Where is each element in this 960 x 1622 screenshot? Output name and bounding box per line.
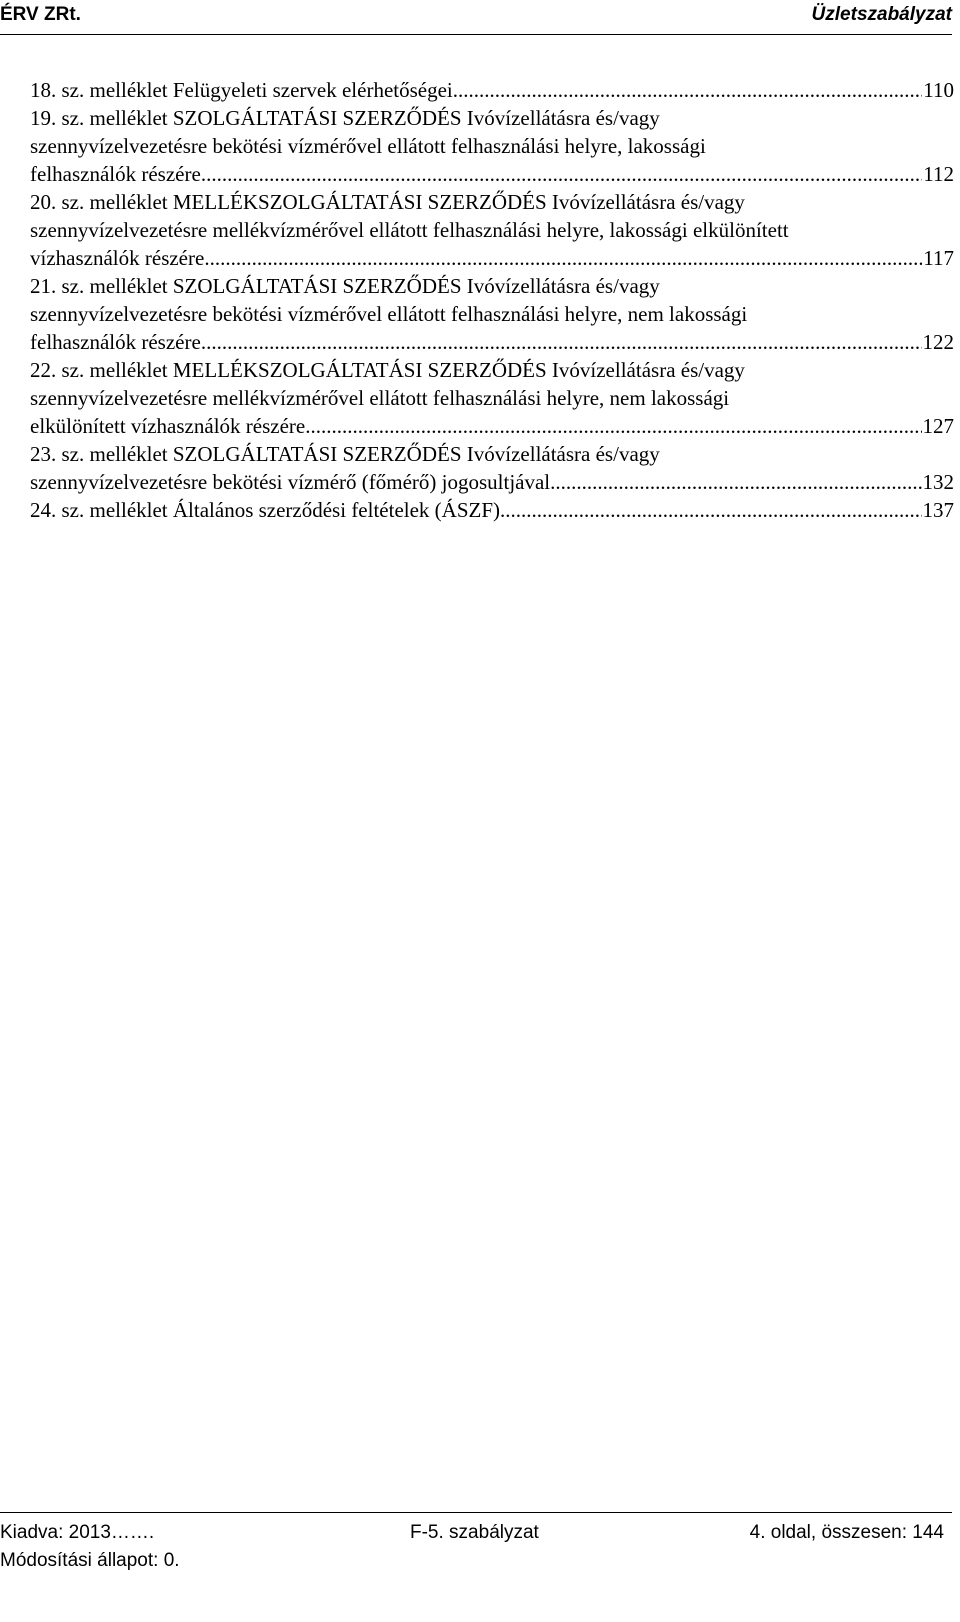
toc-entry-last-line bbox=[30, 328, 954, 356]
toc-dot-leader bbox=[201, 328, 922, 356]
toc-entry-last-line bbox=[30, 412, 954, 440]
page-header bbox=[0, 0, 952, 35]
toc-entry-line: 21. sz. melléklet SZOLGÁLTATÁSI SZERZŐDÉS Ivóvízellátásra és/vagy bbox=[30, 274, 660, 298]
toc-entry-title: felhasználók részére bbox=[30, 162, 201, 186]
toc-entry[interactable] bbox=[30, 188, 954, 272]
toc-dot-leader bbox=[204, 244, 922, 272]
regulation-id: F-5. szabályzat bbox=[410, 1522, 539, 1543]
page-footer bbox=[0, 1512, 952, 1622]
toc-entry-last-line bbox=[30, 76, 954, 104]
toc-page-number: 117 bbox=[923, 246, 954, 270]
toc-entry-title: vízhasználók részére bbox=[30, 246, 205, 270]
toc-entry-title: szennyvízelvezetésre bekötési vízmérő (főmérő) jogosultjával bbox=[30, 470, 551, 494]
issue-date: Kiadva: 2013……. bbox=[0, 1522, 155, 1543]
toc-entry-last-line bbox=[30, 244, 954, 272]
toc-page-number: 112 bbox=[923, 162, 954, 186]
toc-dot-leader bbox=[305, 412, 921, 440]
toc-entry-title: elkülönített vízhasználók részére bbox=[30, 414, 306, 438]
revision-state: Módosítási állapot: 0. bbox=[0, 1550, 180, 1571]
toc-dot-leader bbox=[201, 160, 922, 188]
toc-entry-line: 23. sz. melléklet SZOLGÁLTATÁSI SZERZŐDÉS Ivóvízellátásra és/vagy bbox=[30, 442, 660, 466]
toc-page-number: 110 bbox=[923, 78, 954, 102]
footer-rule bbox=[0, 1512, 952, 1513]
toc-entry-line: szennyvízelvezetésre mellékvízmérővel ellátott felhasználási helyre, lakossági elkülönített bbox=[30, 218, 789, 242]
toc-entry[interactable] bbox=[30, 76, 954, 104]
toc-entry[interactable] bbox=[30, 104, 954, 188]
toc-entry-line: 22. sz. melléklet MELLÉKSZOLGÁLTATÁSI SZERZŐDÉS Ivóvízellátásra és/vagy bbox=[30, 358, 745, 382]
toc-entry-line: szennyvízelvezetésre bekötési vízmérővel ellátott felhasználási helyre, lakossági bbox=[30, 134, 706, 158]
toc-entry-title: 18. sz. melléklet Felügyeleti szervek elérhetőségei bbox=[30, 78, 453, 102]
toc-entry[interactable] bbox=[30, 356, 954, 440]
toc-page-number: 137 bbox=[922, 498, 954, 522]
toc-entry-title: 24. sz. melléklet Általános szerződési feltételek (ÁSZF) bbox=[30, 498, 501, 522]
toc-dot-leader bbox=[500, 496, 921, 524]
toc-page-number: 132 bbox=[922, 470, 954, 494]
toc-entry-line: szennyvízelvezetésre mellékvízmérővel ellátott felhasználási helyre, nem lakossági bbox=[30, 386, 730, 410]
page-number: 4. oldal, összesen: 144 bbox=[749, 1522, 944, 1543]
toc-page-number: 122 bbox=[922, 330, 954, 354]
toc-entry[interactable] bbox=[30, 440, 954, 496]
toc-dot-leader bbox=[550, 468, 921, 496]
toc-entry-line: szennyvízelvezetésre bekötési vízmérővel ellátott felhasználási helyre, nem lakossági bbox=[30, 302, 748, 326]
toc-entry-last-line bbox=[30, 468, 954, 496]
toc-entry-line: 19. sz. melléklet SZOLGÁLTATÁSI SZERZŐDÉS Ivóvízellátásra és/vagy bbox=[30, 106, 660, 130]
table-of-contents bbox=[30, 76, 954, 524]
toc-entry-line: 20. sz. melléklet MELLÉKSZOLGÁLTATÁSI SZERZŐDÉS Ivóvízellátásra és/vagy bbox=[30, 190, 745, 214]
toc-entry[interactable] bbox=[30, 496, 954, 524]
toc-entry[interactable] bbox=[30, 272, 954, 356]
toc-entry-title: felhasználók részére bbox=[30, 330, 201, 354]
toc-page-number: 127 bbox=[922, 414, 954, 438]
toc-dot-leader bbox=[453, 76, 923, 104]
toc-entry-last-line bbox=[30, 496, 954, 524]
document-title: Üzletszabályzat bbox=[811, 4, 952, 25]
toc-entry-last-line bbox=[30, 160, 954, 188]
company-name: ÉRV ZRt. bbox=[0, 4, 81, 25]
